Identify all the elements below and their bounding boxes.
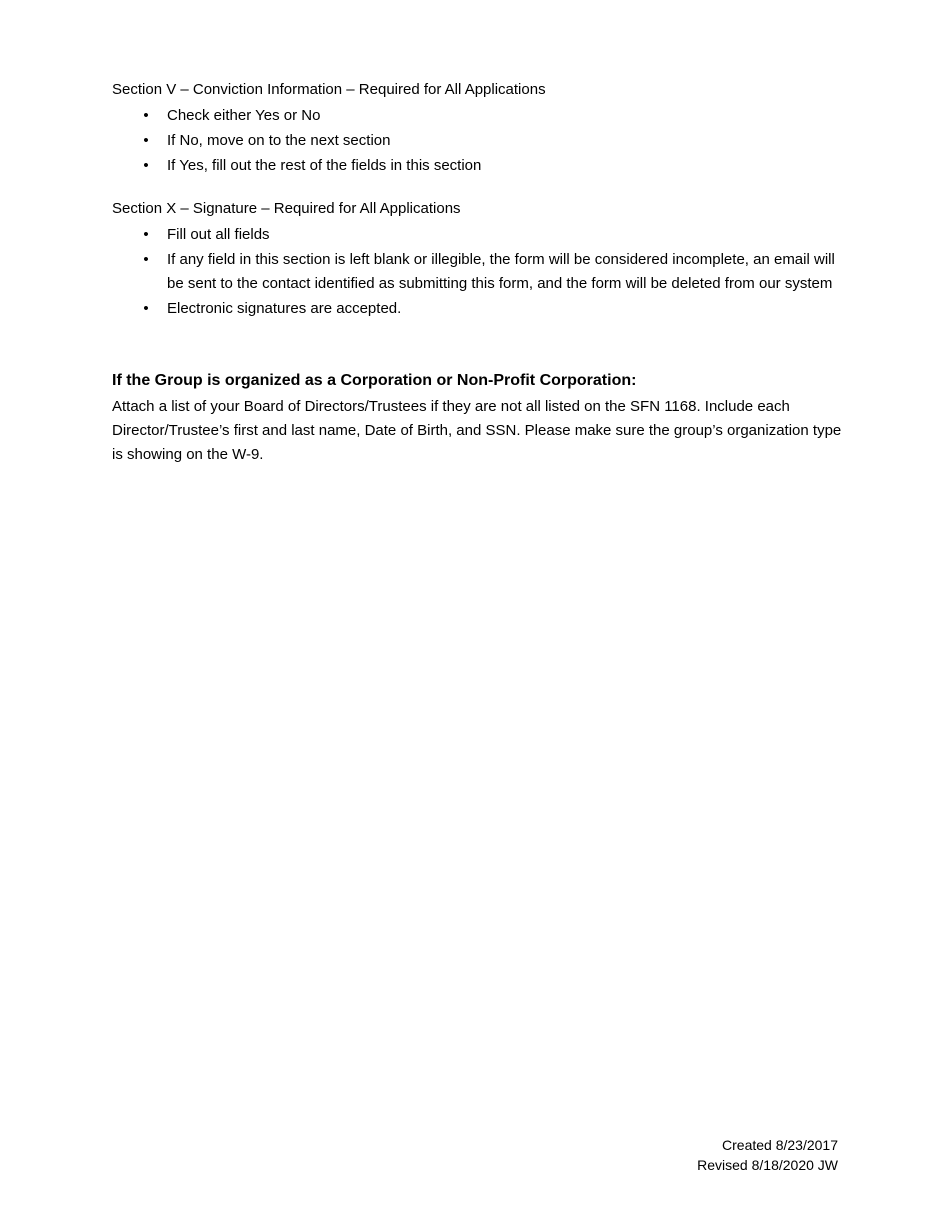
bullet-list	[112, 223, 842, 321]
list-item: • Fill out all fields	[167, 223, 842, 247]
bullet-icon: •	[143, 107, 149, 124]
list-item: • If Yes, fill out the rest of the fields in this section	[167, 154, 842, 178]
section-title: Section V – Conviction Information – Required for All Applications	[112, 81, 546, 98]
corporation-section	[112, 369, 842, 467]
bullet-icon: •	[143, 226, 149, 243]
document-page	[112, 79, 842, 467]
corporation-heading: If the Group is organized as a Corporation or Non-Profit Corporation:	[112, 372, 637, 389]
corporation-paragraph: Attach a list of your Board of Directors/Trustees if they are not all listed on the SFN 1168. Include each Director/Trustee’s first and last name, Date of Birth, and SSN. Please make sure the group’s organization type is showing on the W-9.	[112, 398, 842, 463]
bullet-icon: •	[143, 157, 149, 174]
revision-footer	[697, 1135, 838, 1175]
list-item: • If No, move on to the next section	[167, 129, 842, 153]
created-date: Created 8/23/2017	[722, 1137, 838, 1153]
bullet-icon: •	[143, 132, 149, 149]
section-conviction	[112, 79, 842, 178]
section-title: Section X – Signature – Required for All Applications	[112, 200, 461, 217]
bullet-icon: •	[143, 300, 149, 317]
revised-date: Revised 8/18/2020 JW	[697, 1157, 838, 1173]
list-item: • Electronic signatures are accepted.	[167, 297, 842, 321]
bullet-list	[112, 104, 842, 178]
bullet-icon: •	[143, 251, 149, 268]
section-signature	[112, 198, 842, 321]
list-item: • Check either Yes or No	[167, 104, 842, 128]
list-item: • If any field in this section is left blank or illegible, the form will be considered incomplete, an email will be sent to the contact identified as submitting this form, and the form will be deleted from our system	[167, 248, 842, 296]
